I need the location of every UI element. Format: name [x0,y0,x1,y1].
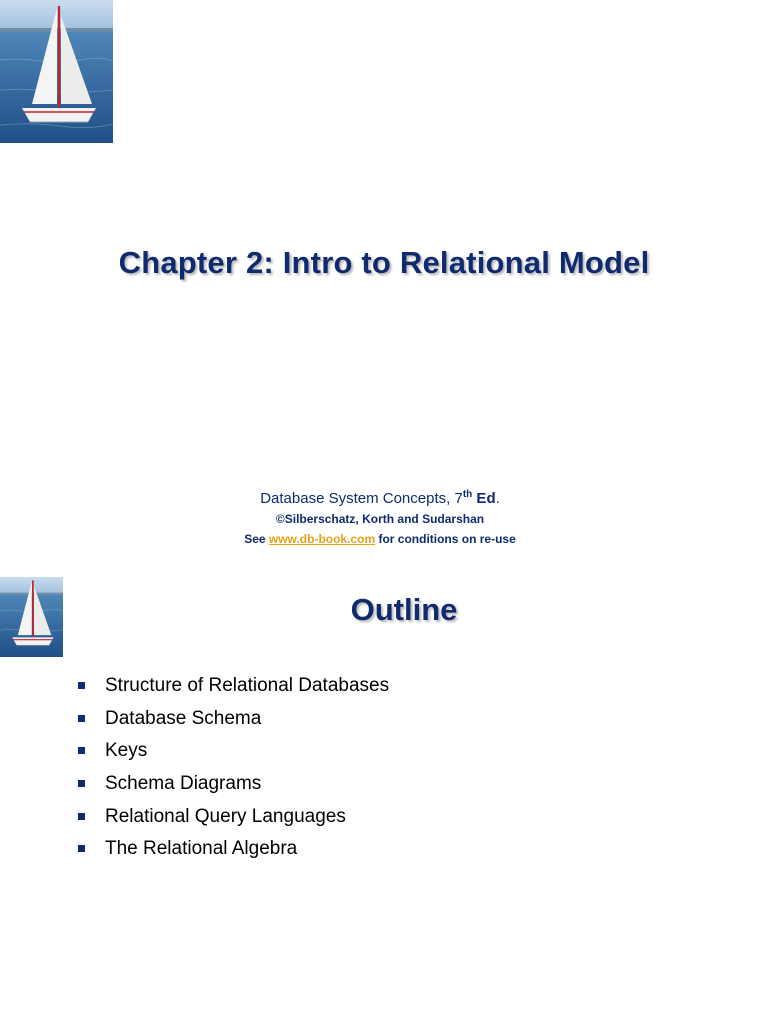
title-footer [0,485,760,549]
bullet-square-icon [78,747,85,754]
edition-label: Ed [472,490,496,507]
bullet-square-icon [78,780,85,787]
outline-slide [0,575,768,1024]
reuse-line [0,529,760,549]
list-item-text: The Relational Algebra [105,838,298,860]
list-item-text: Schema Diagrams [105,773,262,795]
bullet-square-icon [78,682,85,689]
list-item [76,835,389,868]
outline-list [76,672,389,868]
list-item-text: Keys [105,740,148,762]
bullet-square-icon [78,813,85,820]
reuse-text: for conditions on re-use [375,532,516,546]
list-item-text: Database Schema [105,707,262,729]
list-item-text: Relational Query Languages [105,805,346,827]
chapter-title: Chapter 2: Intro to Relational Model [118,245,650,280]
bullet-square-icon [78,845,85,852]
sailboat-photo [0,0,113,143]
db-book-link[interactable]: www.db-book.com [268,532,376,546]
copyright-line: ©Silberschatz, Korth and Sudarshan [275,512,485,526]
edition-superscript: th [462,489,473,500]
bullet-square-icon [78,715,85,722]
list-item [76,737,389,770]
book-name: Database System Concepts, 7 [260,490,463,507]
list-item [76,672,389,705]
book-citation [0,485,760,509]
see-text: See [244,532,269,546]
list-item [76,705,389,738]
list-item-text: Structure of Relational Databases [105,675,390,696]
outline-title: Outline [350,592,458,627]
list-item [76,803,389,836]
book-period: . [495,490,500,507]
list-item [76,770,389,803]
